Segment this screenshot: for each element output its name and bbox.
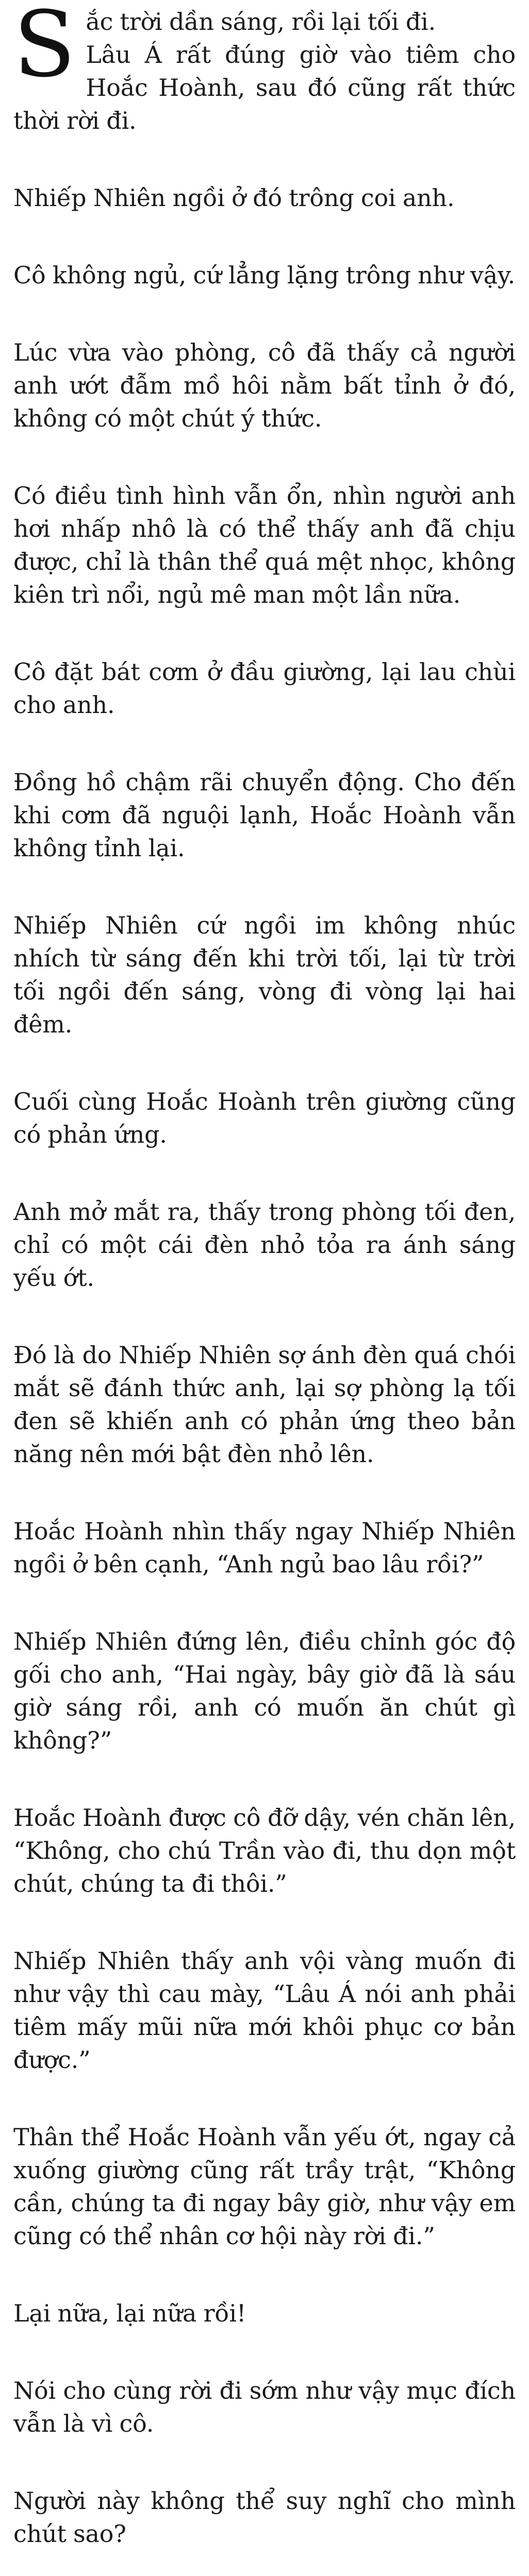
paragraph: Có điều tình hình vẫn ổn, nhìn người anh hơi nhấp nhô là có thể thấy anh đã chịu được, chỉ là thân thể quá mệt nhọc, không kiên trì nổi, ngủ mê man một lần nữa. bbox=[13, 482, 516, 608]
paragraph: Lại nữa, lại nữa rồi! bbox=[13, 2299, 246, 2327]
paragraph: Đó là do Nhiếp Nhiên sợ ánh đèn quá chói mắt sẽ đánh thức anh, lại sợ phòng lạ tối đen sẽ khiến anh có phản ứng theo bản năng nên mới bật đèn nhỏ lên. bbox=[13, 1341, 516, 1468]
paragraph: Nói cho cùng rời đi sớm như vậy mục đích vẫn là vì cô. bbox=[13, 2377, 516, 2437]
paragraph: Người này không thể suy nghĩ cho mình chút sao? bbox=[13, 2487, 516, 2548]
paragraph: Nhiếp Nhiên đứng lên, điều chỉnh góc độ gối cho anh, “Hai ngày, bây giờ đã là sáu giờ sáng rồi, anh có muốn ăn chút gì không?” bbox=[13, 1628, 516, 1754]
paragraph: Hoắc Hoành nhìn thấy ngay Nhiếp Nhiên ngồi ở bên cạnh, “Anh ngủ bao lâu rồi?” bbox=[13, 1517, 516, 1578]
paragraph: Thân thể Hoắc Hoành vẫn yếu ớt, ngay cả xuống giường cũng rất trầy trật, “Không cần, chúng ta đi ngay bây giờ, như vậy em cũng có thể nhân cơ hội này rời đi.” bbox=[13, 2123, 516, 2250]
paragraph: Cô đặt bát cơm ở đầu giường, lại lau chùi cho anh. bbox=[13, 658, 516, 719]
paragraph: Cô không ngủ, cứ lẳng lặng trông như vậy. bbox=[13, 261, 516, 289]
paragraph: Cuối cùng Hoắc Hoành trên giường cũng có phản ứng. bbox=[13, 1088, 516, 1148]
first-paragraph-text: ắc trời dần sáng, rồi lại tối đi. Lâu Á rất đúng giờ vào tiêm cho Hoắc Hoành, sau đó cũng rất thức thời rời đi. bbox=[13, 8, 516, 134]
paragraph: Nhiếp Nhiên thấy anh vội vàng muốn đi như vậy thì cau mày, “Lâu Á nói anh phải tiêm mấy mũi nữa mới khôi phục cơ bản được.” bbox=[13, 1947, 516, 2074]
paragraph: Hoắc Hoành được cô đỡ dậy, vén chăn lên, “Không, cho chú Trần vào đi, thu dọn một chút, chúng ta đi thôi.” bbox=[13, 1804, 516, 1897]
paragraph: Nhiếp Nhiên cứ ngồi im không nhúc nhích từ sáng đến khi trời tối, lại từ trời tối ngồi đến sáng, vòng đi vòng lại hai đêm. bbox=[13, 911, 516, 1038]
chapter-body bbox=[13, 181, 516, 2576]
drop-cap-letter: S bbox=[13, 0, 76, 97]
first-paragraph bbox=[13, 0, 516, 137]
paragraph: Anh mở mắt ra, thấy trong phòng tối đen, chỉ có một cái đèn nhỏ tỏa ra ánh sáng yếu ớt. bbox=[13, 1198, 516, 1292]
paragraph: Nhiếp Nhiên ngồi ở đó trông coi anh. bbox=[13, 184, 455, 212]
paragraph: Đồng hồ chậm rãi chuyển động. Cho đến khi cơm đã nguội lạnh, Hoắc Hoành vẫn không tỉnh lại. bbox=[13, 768, 516, 862]
paragraph: Lúc vừa vào phòng, cô đã thấy cả người anh ướt đẫm mồ hôi nằm bất tỉnh ở đó, không có một chút ý thức. bbox=[13, 338, 516, 432]
